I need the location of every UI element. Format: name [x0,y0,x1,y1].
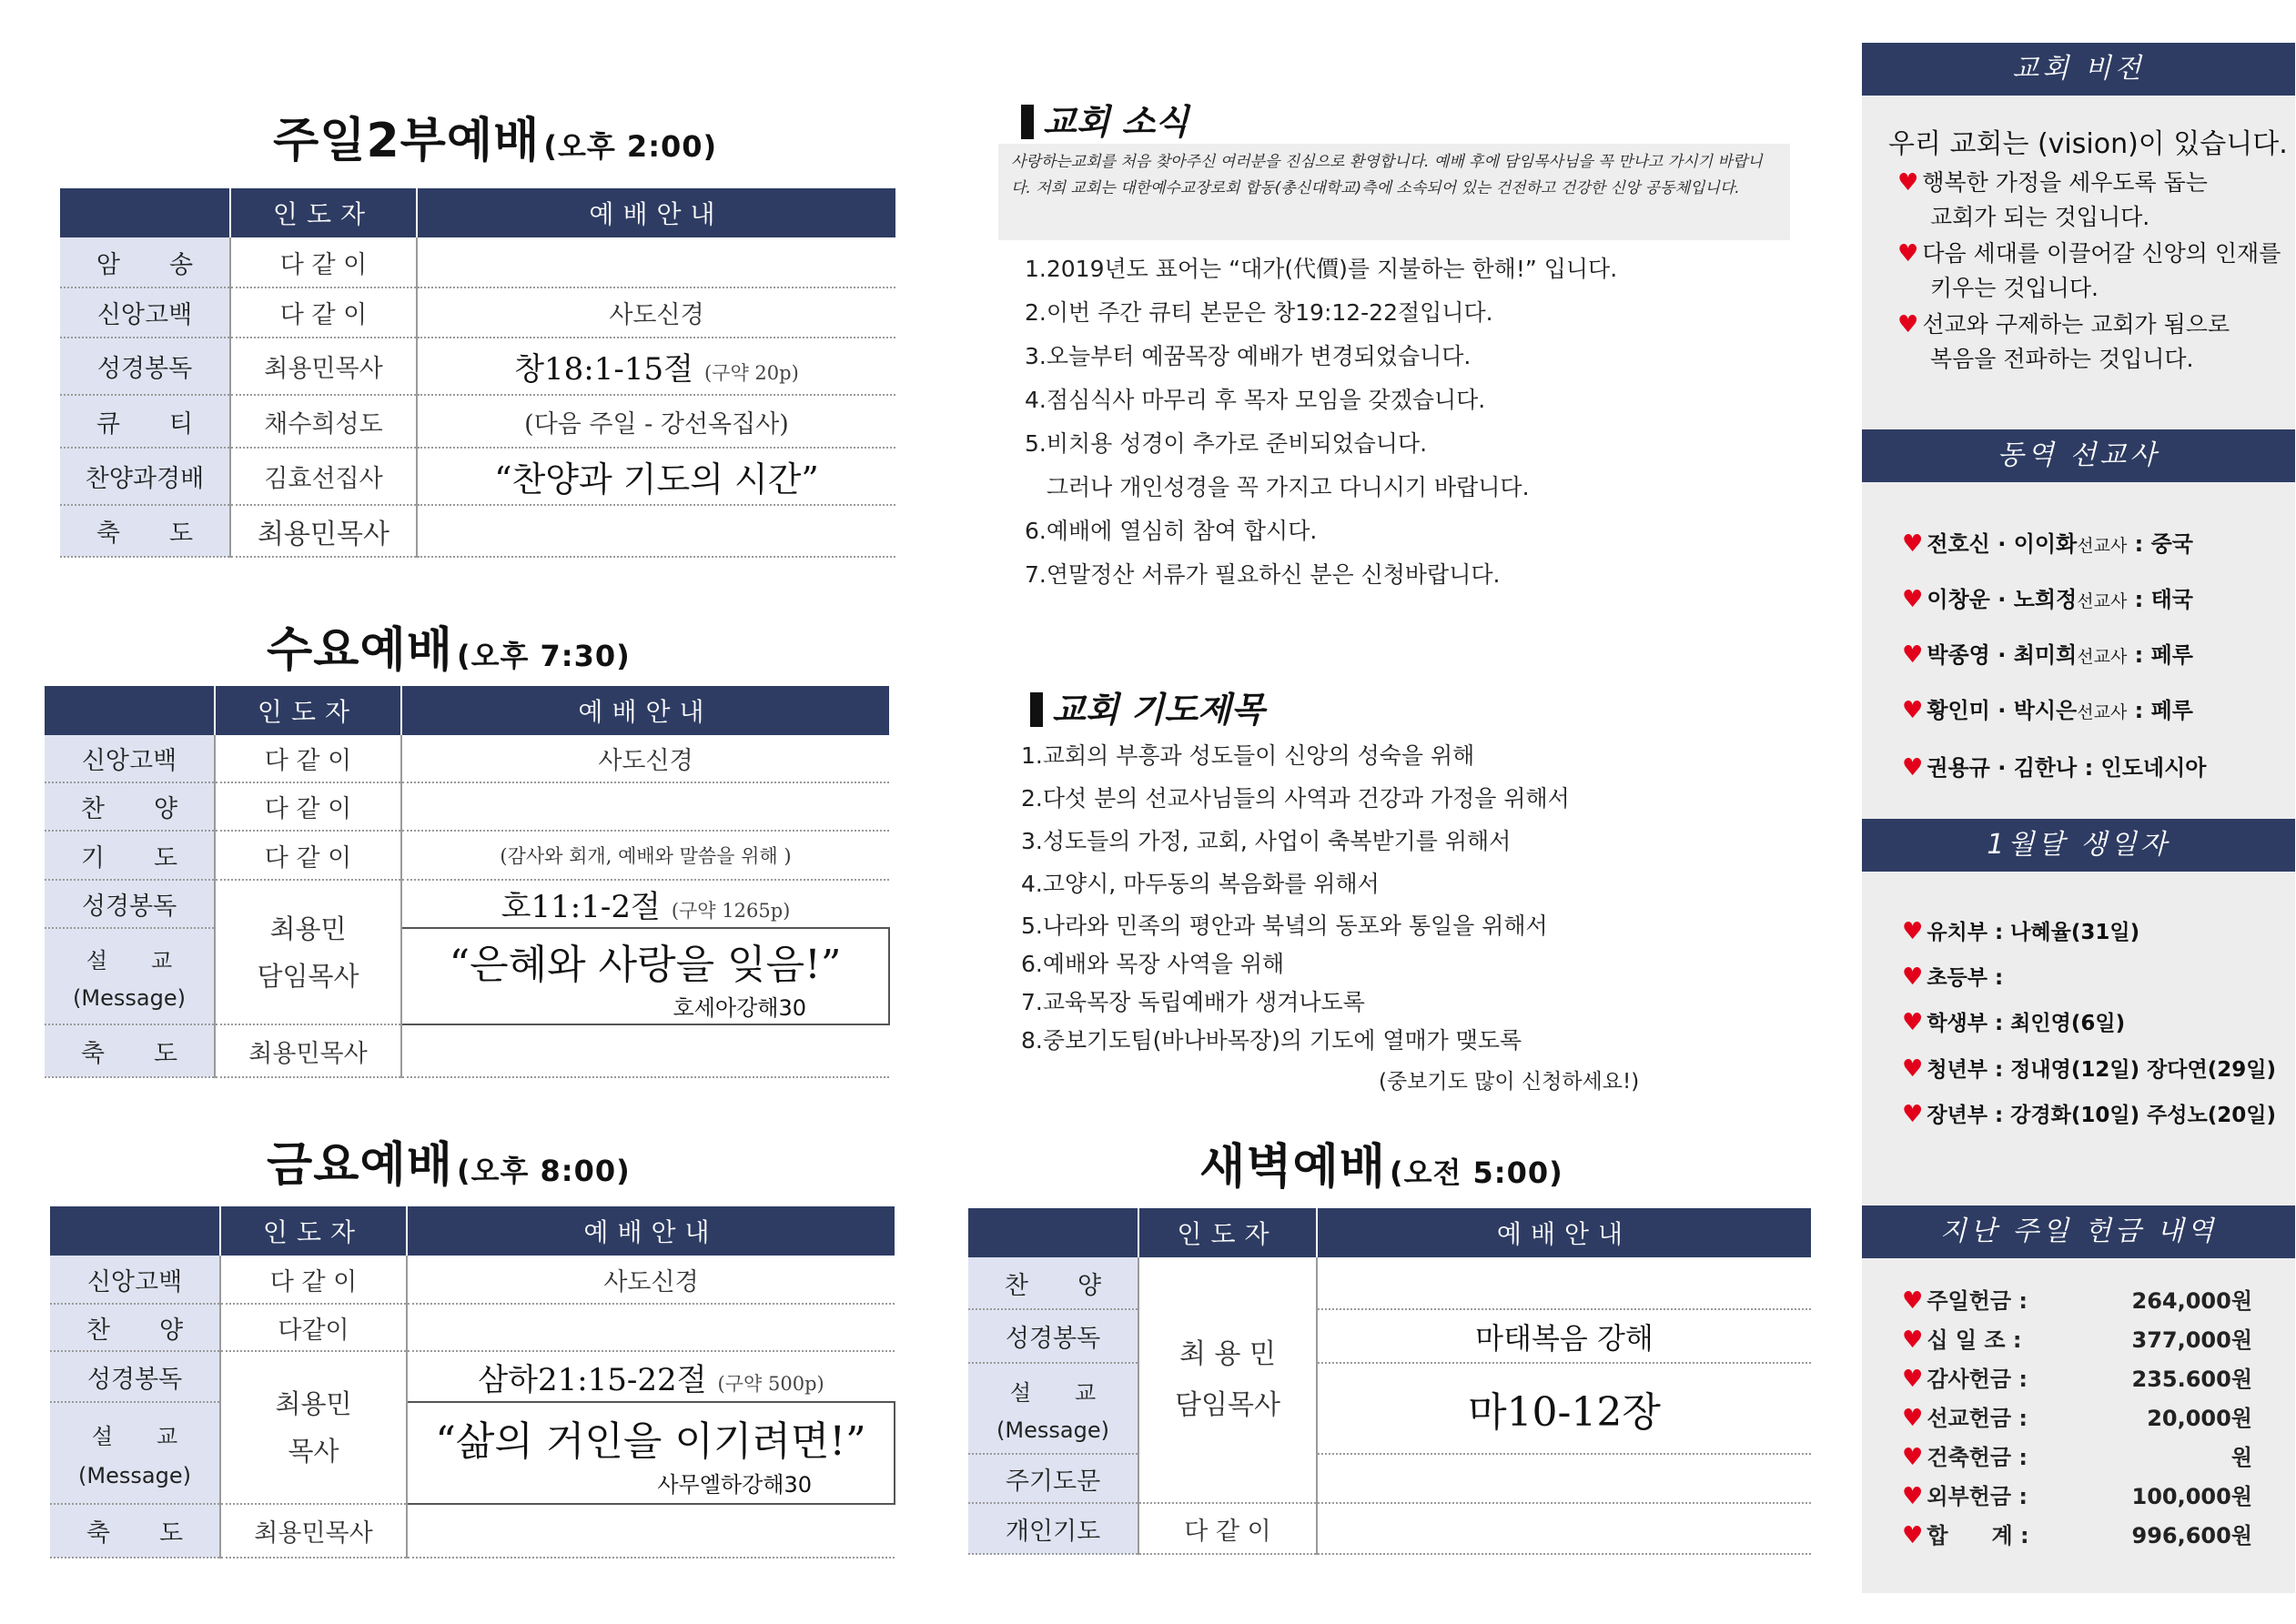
birthday-text: 유치부 : 나혜율(31일) [1927,921,2140,944]
offering-row [1902,1361,2252,1393]
prayer-item: 4.고양시, 마두동의 복음화를 위해서 [1021,871,1380,897]
heart-icon: ♥ [1902,586,1924,613]
friday-time: (오후 8:00) [456,1154,631,1188]
table-row [60,237,895,287]
offering-label: 십 일 조 : [1927,1327,2022,1353]
sermon-label: 설 교 [91,1423,178,1449]
heading-bar [1030,692,1043,727]
row-label [45,928,215,1024]
heart-icon: ♥ [1902,918,1924,945]
row-info: 마태복음 강해 [1317,1309,1811,1363]
missionary-country: : 중국 [2127,531,2193,557]
heart-icon: ♥ [1902,530,1924,558]
heart-icon: ♥ [1902,1101,1924,1128]
prayer-title: 교회 기도제목 [1052,690,1265,730]
birthday-text: 청년부 : 정내영(12일) 장다연(29일) [1927,1058,2276,1082]
dawn-time: (오전 5:00) [1389,1155,1563,1190]
offering-row [1902,1439,2252,1471]
row-label: 주기도문 [968,1454,1138,1503]
row-info [401,1024,889,1077]
prayer-item: 2.다섯 분의 선교사님들의 사역과 건강과 가정을 위해서 [1021,785,1570,812]
row-leader: 최용민 담임목사 [215,880,401,1024]
heading-bar [1021,105,1034,139]
table-row [45,831,889,880]
prayer-heading [1030,681,1264,731]
header-label-col [60,188,230,237]
heart-icon: ♥ [1902,963,1924,991]
vision-intro: 우리 교회는 (vision)이 있습니다. [1888,128,2288,160]
news-item: 2.이번 주간 큐티 본문은 창19:12-22절입니다. [1025,299,1493,326]
row-leader: 최용민목사 [220,1504,407,1558]
row-info: 사도신경 [417,287,895,338]
header-label-col [50,1206,220,1256]
missionary-item [1902,526,2193,558]
table-header [50,1206,895,1256]
news-item: 1.2019년도 표어는 “대가(代價)를 지불하는 한해!” 입니다. [1025,256,1618,282]
heart-icon: ♥ [1902,1366,1924,1393]
row-label: 축 도 [50,1504,220,1558]
row-leader: 최용민목사 [215,1024,401,1077]
row-leader: 다 같 이 [230,287,417,338]
offering-amount: 100,000원 [2131,1484,2252,1509]
sunday2-time: (오후 2:00) [543,129,718,164]
heart-icon: ♥ [1897,311,1919,338]
row-leader: 다 같 이 [230,237,417,287]
news-item: 7.연말정산 서류가 필요하신 분은 신청바랍니다. [1025,561,1501,588]
row-label: 성경봉독 [45,880,215,928]
row-leader: 다 같 이 [1138,1503,1317,1554]
table-row [45,782,889,831]
row-info [407,1351,895,1402]
row-label: 찬 양 [968,1257,1138,1309]
missionary-item [1902,581,2193,613]
wednesday-title-text: 수요예배 [267,623,453,678]
news-title: 교회 소식 [1043,102,1189,142]
table-row [45,735,889,782]
prayer-item: 7.교육목장 독립예배가 생겨나도록 [1021,989,1365,1015]
dawn-title [1199,1128,1563,1196]
message-label: (Message) [78,1462,191,1488]
friday-table [50,1206,895,1558]
row-info: (감사와 회개, 예배와 말씀을 위해 ) [401,831,889,880]
row-info [417,505,895,557]
scripture-ref: 호11:1-2절 [501,889,661,925]
missionary-country: : 페루 [2127,698,2193,723]
table-row [968,1503,1811,1554]
offering-amount: 264,000원 [2131,1288,2252,1314]
row-leader: 최용민목사 [230,338,417,395]
row-label: 큐 티 [60,395,230,448]
heart-icon: ♥ [1897,169,1919,197]
row-leader: 다 같 이 [215,831,401,880]
missionary-names: 박종영 · 최미희 [1927,642,2078,668]
offering-label: 건축헌금 : [1927,1445,2028,1470]
table-row [968,1257,1811,1309]
table-row [968,1309,1811,1363]
news-item: 그러나 개인성경을 꼭 가지고 다니시기 바랍니다. [1025,474,1530,500]
sermon-title: “은혜와 사랑을 잊음!” [449,941,842,988]
heart-icon: ♥ [1902,1483,1924,1510]
offering-label: 주일헌금 : [1927,1288,2028,1314]
birthday-text: 학생부 : 최인영(6일) [1927,1012,2126,1035]
row-label [50,1402,220,1504]
heart-icon: ♥ [1902,1055,1924,1083]
prayer-item: 6.예배와 목장 사역을 위해 [1021,951,1285,977]
missionary-names: 이창운 · 노희정 [1927,587,2078,612]
offering-row [1902,1478,2252,1510]
birthday-item [1902,1098,2276,1128]
wednesday-title [267,611,631,680]
row-label: 기 도 [45,831,215,880]
friday-title-text: 금요예배 [267,1138,453,1193]
row-info [407,1504,895,1558]
sermon-title-box [401,928,889,1024]
sermon-title: “삶의 거인을 이기려면!” [435,1417,866,1465]
table-row [968,1454,1811,1503]
row-label: 찬 양 [50,1304,220,1351]
table-row [50,1304,895,1351]
page-note: (구약 20p) [703,362,799,384]
page-note: (구약 1265p) [671,900,791,922]
row-info [417,338,895,395]
birthday-item [1902,915,2139,945]
offering-row [1902,1322,2252,1354]
missionary-suffix: 선교사 [2077,647,2128,667]
header-leader: 인도자 [220,1206,407,1256]
table-header [60,188,895,237]
table-row [45,928,889,1024]
row-info [1317,1454,1811,1503]
missionary-item [1902,637,2193,669]
row-label: 축 도 [45,1024,215,1077]
heart-icon: ♥ [1897,240,1919,267]
heart-icon: ♥ [1902,697,1924,724]
news-item: 6.예배에 열심히 참여 합시다. [1025,518,1318,544]
header-info: 예배안내 [401,686,889,735]
row-leader: 다 같 이 [215,735,401,782]
table-row [50,1351,895,1402]
table-row [50,1504,895,1558]
header-info: 예배안내 [1317,1208,1811,1257]
missionary-country: : 인도네시아 [2077,755,2207,781]
row-info: (다음 주일 - 강선옥집사) [417,395,895,448]
header-label-col [45,686,215,735]
prayer-item: 5.나라와 민족의 평안과 북녘의 동포와 통일을 위해서 [1021,913,1548,939]
header-info: 예배안내 [407,1206,895,1256]
table-row [60,505,895,557]
message-label: (Message) [73,984,186,1011]
offering-row [1902,1518,2252,1549]
missionary-names: 권용규 · 김한나 [1927,755,2078,781]
message-label: (Message) [996,1417,1109,1443]
news-item: 3.오늘부터 예꿈목장 예배가 변경되었습니다. [1025,343,1472,369]
row-label: 신앙고백 [60,287,230,338]
row-leader: 최용민목사 [230,505,417,557]
row-label: 성경봉독 [50,1351,220,1402]
row-label: 신앙고백 [45,735,215,782]
offering-amount: 235.600원 [2131,1367,2252,1392]
offering-heading: 지난 주일 헌금 내역 [1862,1205,2295,1258]
table-row [50,1402,895,1504]
table-row [60,338,895,395]
row-info: 사도신경 [407,1256,895,1304]
heart-icon: ♥ [1902,754,1924,782]
header-label-col [968,1208,1138,1257]
page-note: (구약 500p) [717,1372,824,1395]
sermon-label: 설 교 [1009,1379,1097,1406]
row-info [401,782,889,831]
news-item: 4.점심식사 마무리 후 목자 모임을 갖겠습니다. [1025,387,1486,413]
vision-line: 다음 세대를 이끌어갈 신앙의 인재를 [1922,240,2281,267]
table-header [45,686,889,735]
row-label: 개인기도 [968,1503,1138,1554]
row-leader: 다같이 [220,1304,407,1351]
vision-line: 행복한 가정을 세우도록 돕는 [1922,169,2208,196]
vision-line: 키우는 것입니다. [1930,275,2099,301]
birthday-text: 장년부 : 강경화(10일) 주성노(20일) [1927,1104,2276,1127]
prayer-item: 3.성도들의 가정, 교회, 사업이 축복받기를 위해서 [1021,828,1512,854]
offering-amount: 20,000원 [2147,1406,2252,1431]
row-leader: 최용민 목사 [220,1351,407,1504]
row-label: 신앙고백 [50,1256,220,1304]
vision-line: 선교와 구제하는 교회가 됨으로 [1922,311,2230,338]
row-info: 사도신경 [401,735,889,782]
heart-icon: ♥ [1902,1405,1924,1432]
offering-label: 감사헌금 : [1927,1367,2028,1392]
row-label: 성경봉독 [60,338,230,395]
scripture-ref: 삼하21:15-22절 [478,1361,707,1398]
vision-item [1897,237,2281,306]
row-label: 찬양과경배 [60,448,230,505]
table-row [968,1363,1811,1454]
row-leader: 다 같 이 [220,1256,407,1304]
sermon-label: 설 교 [86,947,173,973]
wednesday-time: (오후 7:30) [456,639,631,673]
missionary-heading: 동역 선교사 [1862,429,2295,482]
scripture-ref: 창18:1-15절 [514,351,693,388]
merged-leader: 최 용 민 담임목사 [1138,1257,1317,1503]
birthday-item [1902,961,2003,991]
prayer-note: (중보기도 많이 신청하세요!) [1379,1070,1640,1094]
missionary-item [1902,750,2206,782]
news-item: 5.비치용 성경이 추가로 준비되었습니다. [1025,430,1428,457]
offering-label: 합 계 : [1927,1523,2029,1548]
heart-icon: ♥ [1902,1522,1924,1549]
offering-row [1902,1400,2252,1432]
row-info [1317,1503,1811,1554]
row-label: 축 도 [60,505,230,557]
vision-line: 복음을 전파하는 것입니다. [1930,346,2194,372]
heart-icon: ♥ [1902,1326,1924,1354]
offering-amount: 원 [2230,1445,2252,1470]
offering-row [1902,1283,2252,1315]
header-leader: 인도자 [230,188,417,237]
vision-item [1897,166,2208,235]
offering-amount: 996,600원 [2131,1523,2252,1548]
vision-heading: 교회 비전 [1862,43,2295,96]
table-row [45,1024,889,1077]
missionary-country: : 페루 [2127,642,2193,668]
row-leader: 채수희성도 [230,395,417,448]
table-row [60,448,895,505]
missionary-names: 황인미 · 박시은 [1927,698,2078,723]
vision-line: 교회가 되는 것입니다. [1930,204,2150,230]
dawn-title-text: 새벽예배 [1199,1140,1386,1195]
heart-icon: ♥ [1902,1444,1924,1471]
row-label: 암 송 [60,237,230,287]
prayer-item: 8.중보기도팀(바나바목장)의 기도에 열매가 맺도록 [1021,1027,1522,1054]
row-label: 성경봉독 [968,1309,1138,1363]
sermon-title-box [407,1402,895,1504]
missionary-suffix: 선교사 [2077,591,2128,611]
row-label [968,1363,1138,1454]
birthday-text: 초등부 : [1927,966,2004,990]
row-info [401,880,889,928]
heart-icon: ♥ [1902,641,1924,669]
row-label: 찬 양 [45,782,215,831]
missionary-suffix: 선교사 [2077,536,2128,556]
sermon-series: 호세아강해30 [673,994,806,1021]
row-info: 마10-12장 [1317,1363,1811,1454]
header-leader: 인도자 [1138,1208,1317,1257]
row-info: “찬양과 기도의 시간” [417,448,895,505]
heart-icon: ♥ [1902,1287,1924,1315]
header-leader: 인도자 [215,686,401,735]
row-info [1317,1257,1811,1309]
friday-title [267,1126,631,1195]
table-row [60,287,895,338]
birthday-item [1902,1053,2276,1083]
prayer-item: 1.교회의 부흥과 성도들이 신앙의 성숙을 위해 [1021,742,1475,769]
heart-icon: ♥ [1902,1009,1924,1036]
news-heading [1021,94,1188,144]
birthday-item [1902,1006,2125,1036]
offering-amount: 377,000원 [2131,1327,2252,1353]
offering-label: 선교헌금 : [1927,1406,2028,1431]
table-row [50,1256,895,1304]
row-info [407,1304,895,1351]
missionary-names: 전호신 · 이이화 [1927,531,2078,557]
missionary-suffix: 선교사 [2077,702,2128,722]
offering-label: 외부헌금 : [1927,1484,2028,1509]
header-info: 예배안내 [417,188,895,237]
missionary-item [1902,692,2193,724]
sermon-series: 사무엘하강해30 [657,1471,812,1498]
sunday2-title-text: 주일2부예배 [273,114,541,168]
dawn-table [968,1208,1811,1555]
sunday2-table [60,188,895,558]
table-row [60,395,895,448]
table-row [45,880,889,928]
table-header [968,1208,1811,1257]
welcome-intro: 사랑하는교회를 처음 찾아주신 여러분을 진심으로 환영합니다. 예배 후에 담임목사님을 꼭 만나고 가시기 바랍니다. 저희 교회는 대한예수교장로회 합동(총신대학교)측에 소속되어 있는 건전하고 건강한 신앙 공동체입니다. [998,144,1790,240]
row-leader: 김효선집사 [230,448,417,505]
row-leader: 다 같 이 [215,782,401,831]
wednesday-table [45,686,890,1078]
birthday-heading: 1월달 생일자 [1862,819,2295,872]
row-info [417,237,895,287]
missionary-country: : 태국 [2127,587,2193,612]
sunday2-title [273,102,717,170]
vision-item [1897,308,2230,377]
